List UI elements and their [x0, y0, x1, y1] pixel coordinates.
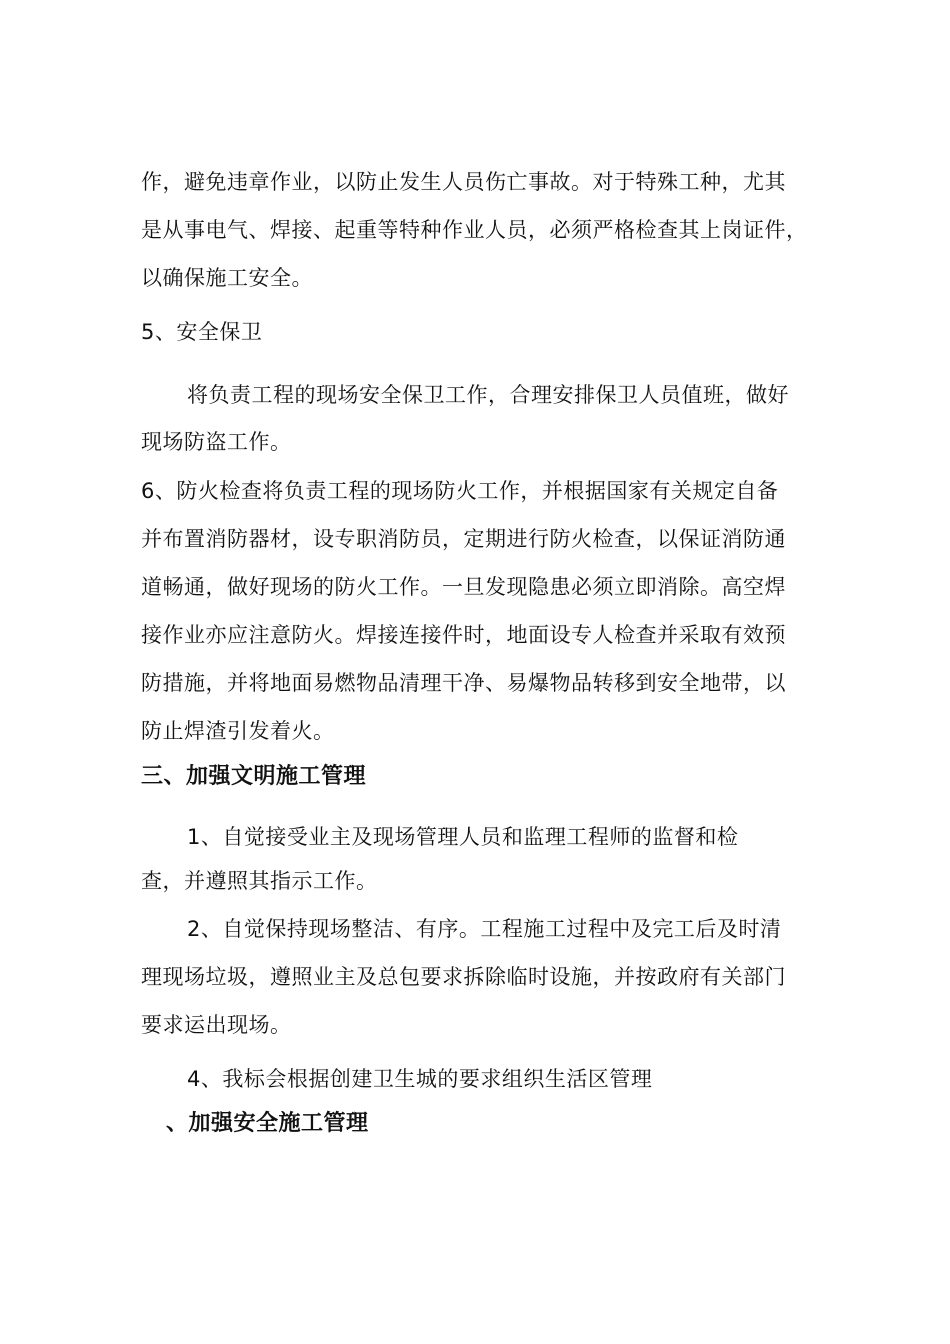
paragraph-line: 是从事电气、焊接、起重等特种作业人员，必须严格检查其上岗证件，	[141, 218, 808, 242]
paragraph-line: 理现场垃圾，遵照业主及总包要求拆除临时设施，并按政府有关部门	[141, 965, 786, 989]
paragraph-line: 要求运出现场。	[141, 1013, 292, 1037]
paragraph-line: 接作业亦应注意防火。焊接连接件时，地面设专人检查并采取有效预	[141, 623, 786, 647]
paragraph-line: 道畅通，做好现场的防火工作。一旦发现隐患必须立即消除。高空焊	[141, 575, 786, 599]
section-3-heading: 三、加强文明施工管理	[141, 764, 367, 789]
paragraph-line: 作，避免违章作业，以防止发生人员伤亡事故。对于特殊工种，尤其	[141, 170, 786, 194]
paragraph-line: 以确保施工安全。	[141, 266, 313, 290]
paragraph-line: 4、我标会根据创建卫生城的要求组织生活区管理	[187, 1067, 653, 1091]
section-4-heading: 、加强安全施工管理	[166, 1111, 369, 1136]
item-6-line: 6、防火检查将负责工程的现场防火工作，并根据国家有关规定自备	[141, 479, 779, 503]
paragraph-line: 防止焊渣引发着火。	[141, 719, 335, 743]
paragraph-line: 防措施，并将地面易燃物品清理干净、易爆物品转移到安全地带，以	[141, 671, 786, 695]
paragraph-line: 现场防盗工作。	[141, 430, 292, 454]
paragraph-line: 1、自觉接受业主及现场管理人员和监理工程师的监督和检	[187, 825, 739, 849]
paragraph-line: 查，并遵照其指示工作。	[141, 869, 378, 893]
paragraph-line: 并布置消防器材，设专职消防员，定期进行防火检查，以保证消防通	[141, 527, 786, 551]
paragraph-line: 2、自觉保持现场整洁、有序。工程施工过程中及完工后及时清	[187, 917, 782, 941]
paragraph-line: 将负责工程的现场安全保卫工作，合理安排保卫人员值班，做好	[187, 383, 789, 407]
item-5-title: 5、安全保卫	[141, 320, 263, 344]
